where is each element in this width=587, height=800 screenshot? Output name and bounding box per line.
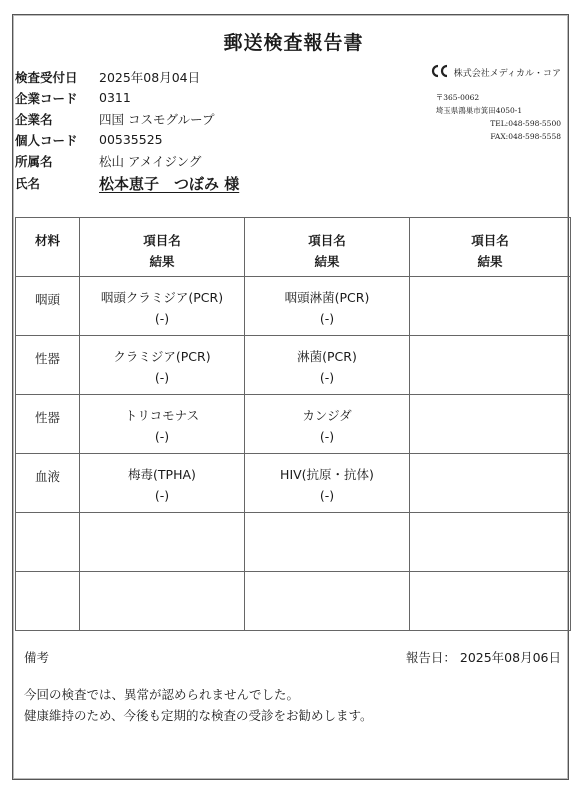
company-logo [430,64,561,81]
header-item-name: 項目名 [308,233,346,248]
header-material: 材料 [16,218,80,277]
header-result: 結果 [149,254,175,269]
info-label: 企業名 [15,111,53,127]
test-cell [410,572,571,631]
header-item-column [410,218,571,277]
info-label: 検査受付日 [15,69,78,85]
test-name: 咽頭淋菌(PCR) [284,290,370,305]
material-cell: 血液 [16,454,80,513]
info-value: 四国 コスモグループ [99,111,215,127]
patient-info [15,66,239,195]
info-value: 松山 アメイジング [99,153,202,169]
info-label: 所属名 [15,153,53,169]
header-item-column [80,218,245,277]
header-item-column [245,218,410,277]
test-cell [410,395,571,454]
test-cell [410,277,571,336]
company-address [430,91,561,143]
remarks-label: 備考 [24,650,50,665]
test-name: トリコモナス [124,408,200,423]
test-result: (-) [319,370,335,385]
test-cell [80,277,245,336]
street-address: 埼玉県鴻巣市箕田4050-1 [435,106,523,115]
test-result: (-) [154,488,170,503]
company-name: 株式会社メディカル・コア [453,69,561,79]
patient-name: 松本恵子 つぼみ 様 [99,174,240,193]
material-cell: 咽頭 [16,277,80,336]
table-row [16,572,571,631]
results-table [15,217,571,631]
name-label: 氏名 [15,176,41,191]
test-cell [80,572,245,631]
info-value: 2025年08月04日 [99,69,201,85]
test-result: (-) [319,488,335,503]
test-cell [80,454,245,513]
test-result: (-) [154,429,170,444]
company-block [430,64,561,143]
postal-code: 〒365-0062 [435,93,480,102]
table-row [16,277,571,336]
test-name: クラミジア(PCR) [113,349,211,364]
test-cell [80,513,245,572]
test-name: HIV(抗原・抗体) [280,467,374,482]
info-row-reception-date [15,66,239,87]
test-cell [245,513,410,572]
test-cell [245,454,410,513]
test-name: 梅毒(TPHA) [128,467,196,482]
report-date: 報告日： 2025年08月06日 [405,650,561,665]
info-row-affiliation [15,150,239,171]
material-cell [16,572,80,631]
cc-logo-icon [430,64,454,81]
material-cell [16,513,80,572]
comment-line: 今回の検査では、異常が認められませんでした。 [24,687,300,702]
remarks-comment [24,684,373,726]
table-row [16,336,571,395]
document-title: 郵送検査報告書 [223,32,364,54]
test-cell [245,336,410,395]
material-cell: 性器 [16,395,80,454]
header-result: 結果 [477,254,503,269]
table-row [16,513,571,572]
info-value: 0311 [99,90,131,105]
info-label: 企業コード [15,90,78,106]
info-value: 00535525 [99,132,163,147]
test-cell [410,336,571,395]
test-result: (-) [319,429,335,444]
test-result: (-) [319,311,335,326]
info-label: 個人コード [15,132,78,148]
table-row [16,395,571,454]
header-result: 結果 [314,254,340,269]
company-fax: FAX:048-598-5558 [490,132,561,141]
test-cell [410,454,571,513]
test-cell [80,395,245,454]
test-name: 咽頭クラミジア(PCR) [100,290,224,305]
test-cell [245,572,410,631]
info-row-company-code [15,87,239,108]
info-row-personal-code [15,129,239,150]
test-cell [410,513,571,572]
test-name: カンジダ [302,408,352,423]
info-row-company-name [15,108,239,129]
info-row-name [15,171,239,195]
company-tel: TEL:048-598-5500 [490,119,561,128]
header-item-name: 項目名 [471,233,509,248]
test-cell [245,395,410,454]
test-name: 淋菌(PCR) [297,349,357,364]
table-header-row [16,218,571,277]
test-result: (-) [154,311,170,326]
test-cell [245,277,410,336]
comment-line: 健康維持のため、今後も定期的な検査の受診をお勧めします。 [24,708,373,723]
table-row [16,454,571,513]
test-cell [80,336,245,395]
test-result: (-) [154,370,170,385]
header-item-name: 項目名 [143,233,181,248]
material-cell: 性器 [16,336,80,395]
